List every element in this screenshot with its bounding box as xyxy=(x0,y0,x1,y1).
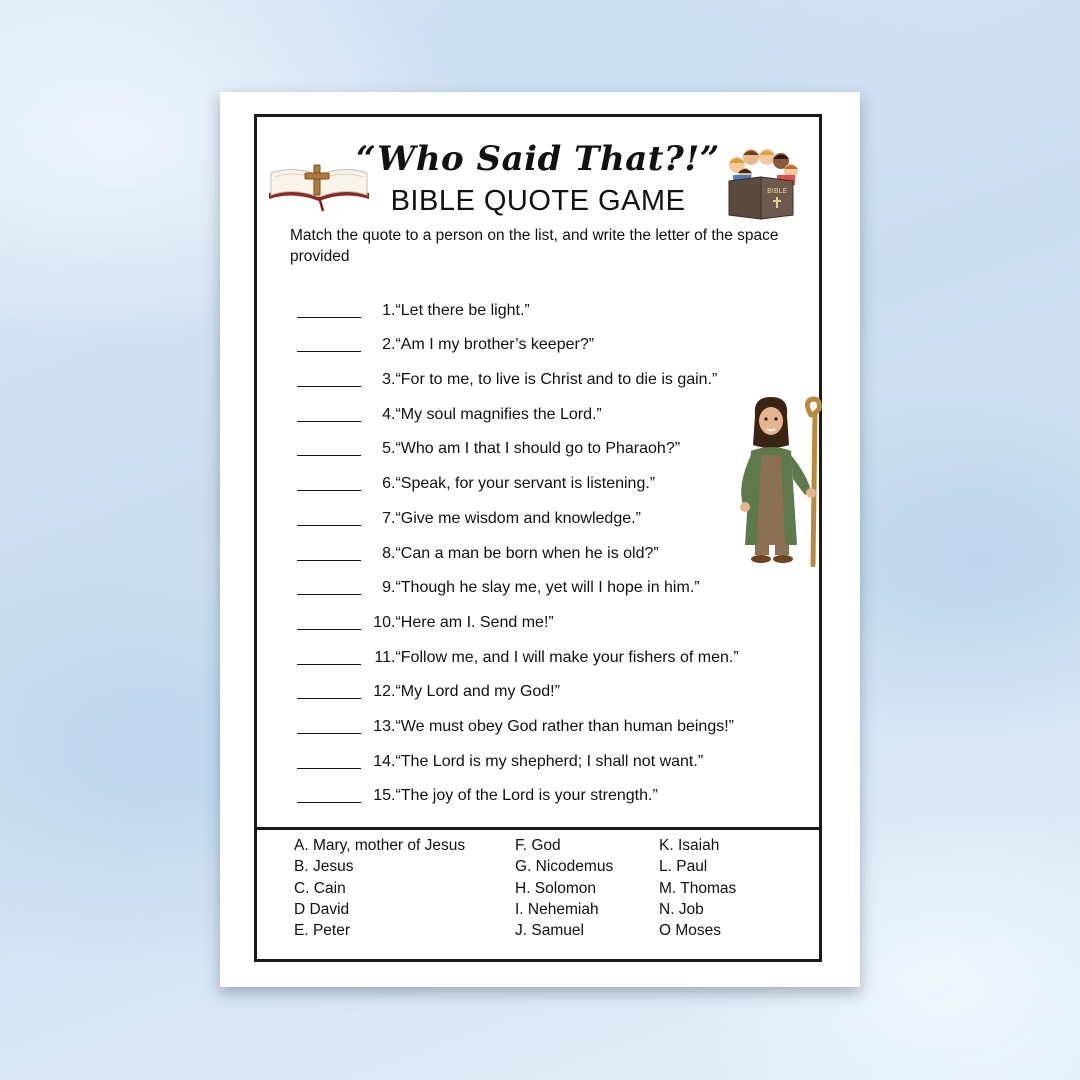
question-number: 10 xyxy=(373,613,391,631)
answer-blank[interactable] xyxy=(297,524,361,526)
answer-option: G. Nicodemus xyxy=(515,858,614,876)
worksheet-paper xyxy=(220,92,860,987)
question-quote: “Speak, for your servant is listening.” xyxy=(395,475,656,493)
answer-blank[interactable] xyxy=(297,420,361,422)
answer-option: I. Nehemiah xyxy=(515,900,599,918)
question-number-dot: . xyxy=(391,613,396,631)
question-number: 3 xyxy=(382,371,391,389)
answer-option: B. Jesus xyxy=(294,858,354,876)
question-number-dot: . xyxy=(391,683,396,701)
question-number-dot: . xyxy=(391,440,396,458)
question-number: 6 xyxy=(382,475,391,493)
question-number-dot: . xyxy=(391,336,396,354)
answer-option: M. Thomas xyxy=(659,879,737,897)
answer-blank[interactable] xyxy=(297,454,361,456)
answer-blank[interactable] xyxy=(297,801,361,803)
question-quote: “Though he slay me, yet will I hope in him.” xyxy=(395,579,700,597)
question-row xyxy=(297,462,817,497)
question-row xyxy=(297,497,817,532)
question-number: 11 xyxy=(374,648,391,666)
question-number-dot: . xyxy=(391,509,396,527)
question-quote: “Let there be light.” xyxy=(395,301,530,319)
question-quote: “My soul magnifies the Lord.” xyxy=(395,405,602,423)
answer-blank[interactable] xyxy=(297,316,361,318)
answer-blank[interactable] xyxy=(297,732,361,734)
question-number-dot: . xyxy=(391,405,396,423)
question-row xyxy=(297,428,817,463)
question-list xyxy=(297,289,817,809)
question-row xyxy=(297,705,817,740)
question-row xyxy=(297,324,817,359)
question-number-dot: . xyxy=(391,544,396,562)
page-title: BIBLE QUOTE GAME xyxy=(390,185,686,217)
answer-option: K. Isaiah xyxy=(659,837,720,854)
question-quote: “Who am I that I should go to Pharaoh?” xyxy=(395,440,681,458)
question-number: 2 xyxy=(382,336,391,354)
kids-reading-bible-icon xyxy=(721,145,801,221)
question-number: 4 xyxy=(382,405,391,423)
question-quote: “My Lord and my God!” xyxy=(395,683,560,701)
answer-blank[interactable] xyxy=(297,559,361,561)
question-row xyxy=(297,358,817,393)
answer-option: J. Samuel xyxy=(515,922,584,940)
svg-text:BIBLE: BIBLE xyxy=(767,187,787,195)
answer-column-3 xyxy=(659,835,736,941)
question-row xyxy=(297,532,817,567)
answer-option: C. Cain xyxy=(294,879,346,897)
question-number-dot: . xyxy=(391,717,396,735)
question-row xyxy=(297,567,817,602)
answer-blank[interactable] xyxy=(297,489,361,491)
answer-blank[interactable] xyxy=(297,350,361,352)
answer-blank[interactable] xyxy=(297,628,361,630)
question-number: 14 xyxy=(373,752,391,770)
question-number-dot: . xyxy=(391,371,396,389)
question-row xyxy=(297,671,817,706)
section-divider xyxy=(257,827,819,830)
instructions-text: Match the quote to a person on the list, and write the letter of the space provided xyxy=(290,227,779,265)
answer-blank[interactable] xyxy=(297,385,361,387)
question-number: 8 xyxy=(382,544,391,562)
question-number: 12 xyxy=(373,683,391,701)
answer-blank[interactable] xyxy=(297,663,361,665)
title-script: “Who Said That?!” xyxy=(356,139,720,179)
answer-column-2 xyxy=(515,835,613,941)
answer-key xyxy=(294,835,814,955)
answer-option: F. God xyxy=(515,837,561,854)
answer-option: D David xyxy=(294,900,350,918)
question-number-dot: . xyxy=(391,648,396,666)
question-number: 15 xyxy=(373,787,391,805)
answer-option: A. Mary, mother of Jesus xyxy=(294,837,466,854)
question-number: 7 xyxy=(382,509,391,527)
question-number-dot: . xyxy=(391,752,396,770)
answer-option: O Moses xyxy=(659,922,722,940)
question-quote: “Give me wisdom and knowledge.” xyxy=(395,509,641,527)
question-number: 9 xyxy=(382,579,391,597)
answer-option: E. Peter xyxy=(294,922,350,940)
worksheet-frame xyxy=(254,114,822,962)
answer-option: H. Solomon xyxy=(515,879,596,897)
question-quote: “We must obey God rather than human beings!” xyxy=(395,717,734,735)
question-number: 1 xyxy=(382,301,391,319)
question-row xyxy=(297,636,817,671)
question-row xyxy=(297,740,817,775)
question-quote: “Here am I. Send me!” xyxy=(395,613,554,631)
answer-option: N. Job xyxy=(659,900,704,918)
question-number-dot: . xyxy=(391,475,396,493)
question-row xyxy=(297,393,817,428)
question-quote: “Can a man be born when he is old?” xyxy=(395,544,659,562)
answer-blank[interactable] xyxy=(297,697,361,699)
question-quote: “The Lord is my shepherd; I shall not want.” xyxy=(395,752,704,770)
question-number-dot: . xyxy=(391,301,396,319)
question-number: 13 xyxy=(373,717,391,735)
question-quote: “For to me, to live is Christ and to die is gain.” xyxy=(395,371,718,389)
question-number-dot: . xyxy=(391,787,396,805)
question-number: 5 xyxy=(382,440,391,458)
question-quote: “The joy of the Lord is your strength.” xyxy=(395,787,658,805)
answer-blank[interactable] xyxy=(297,593,361,595)
question-quote: “Am I my brother’s keeper?” xyxy=(395,336,595,354)
question-row xyxy=(297,601,817,636)
question-quote: “Follow me, and I will make your fishers of men.” xyxy=(395,648,739,666)
answer-column-1 xyxy=(294,835,465,941)
question-row xyxy=(297,775,817,810)
answer-blank[interactable] xyxy=(297,767,361,769)
answer-option: L. Paul xyxy=(659,858,708,876)
question-row xyxy=(297,289,817,324)
question-number-dot: . xyxy=(391,579,396,597)
